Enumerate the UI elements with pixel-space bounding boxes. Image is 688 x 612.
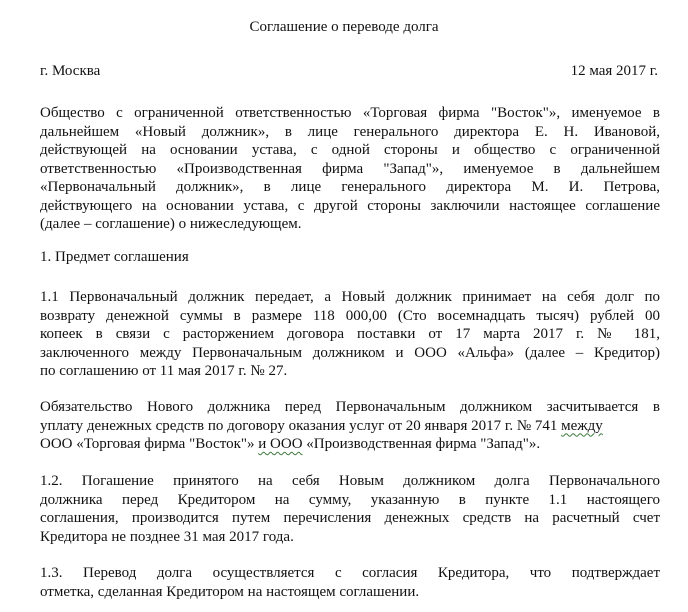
preamble-line: «Первоначальный должник», в лице генерального директора М. И. Петрова, — [40, 179, 660, 195]
clause-line: 1.3. Перевод долга осуществляется с согласия Кредитора, что подтверждает — [40, 565, 660, 581]
section-1-heading: 1. Предмет соглашения — [40, 249, 189, 265]
clause-line: возврату денежной суммы в размере 118 000,00 (Сто восемнадцать тысяч) рублей 00 — [40, 307, 660, 324]
preamble-line: ответственностью «Производственная фирма "Запад"», именуемое в дальнейшем — [40, 160, 660, 177]
document-city: г. Москва — [40, 63, 101, 79]
clause-line: заключенного между Первоначальным должником и ООО «Альфа» (далее – Кредитор) — [40, 344, 660, 361]
obligation-paragraph — [40, 398, 660, 454]
spellcheck-underline: между — [561, 417, 603, 434]
preamble-paragraph — [40, 104, 660, 234]
obligation-text: «Производственная фирма "Запад"». — [302, 436, 541, 452]
obligation-line: Обязательство Нового должника перед Первоначальным должником засчитывается в — [40, 399, 660, 415]
preamble-line: дальнейшем «Новый должник», в лице генерального директора Е. Н. Ивановой, — [40, 123, 660, 140]
clause-line: должника перед Кредитором на сумму, указанную в пункте 1.1 настоящего — [40, 491, 660, 508]
clause-1-3-paragraph — [40, 564, 660, 601]
clause-line: 1.2. Погашение принятого на себя Новым должником долга Первоначального — [40, 473, 660, 489]
clause-line: копеек в связи с расторжением договора поставки от 17 марта 2017 г. № 181, — [40, 326, 660, 342]
clause-line: по соглашению от 11 мая 2017 г. № 27. — [40, 363, 288, 379]
obligation-line — [40, 417, 660, 436]
obligation-line — [40, 435, 660, 454]
clause-1-2-paragraph — [40, 472, 660, 546]
preamble-line: Общество с ограниченной ответственностью «Торговая фирма "Восток"», именуемое в — [40, 105, 660, 121]
spellcheck-underline: и ООО — [258, 436, 303, 452]
clause-line: отметка, сделанная Кредитором на настоящем соглашении. — [40, 583, 420, 600]
clause-line: Кредитора не позднее 31 мая 2017 года. — [40, 528, 294, 545]
document-date: 12 мая 2017 г. — [570, 63, 658, 79]
document-title: Соглашение о переводе долга — [249, 19, 439, 35]
clause-line: 1.1 Первоначальный должник передает, а Новый должник принимает на себя долг по — [40, 289, 660, 305]
obligation-text: ООО «Торговая фирма "Восток"» — [40, 436, 259, 452]
preamble-line: действующего на основании устава, с другой стороны заключили настоящее соглашение — [40, 197, 660, 214]
clause-1-1-paragraph — [40, 288, 660, 381]
obligation-text: уплату денежных средств по договору оказания услуг от 20 января 2017 г. № 741 — [40, 417, 562, 434]
clause-line: соглашения, производится путем перечисления денежных средств на расчетный счет — [40, 510, 660, 526]
preamble-line: (далее – соглашение) о нижеследующем. — [40, 216, 302, 232]
preamble-line: действующей на основании устава, с одной стороны и общество с ограниченной — [40, 142, 660, 158]
